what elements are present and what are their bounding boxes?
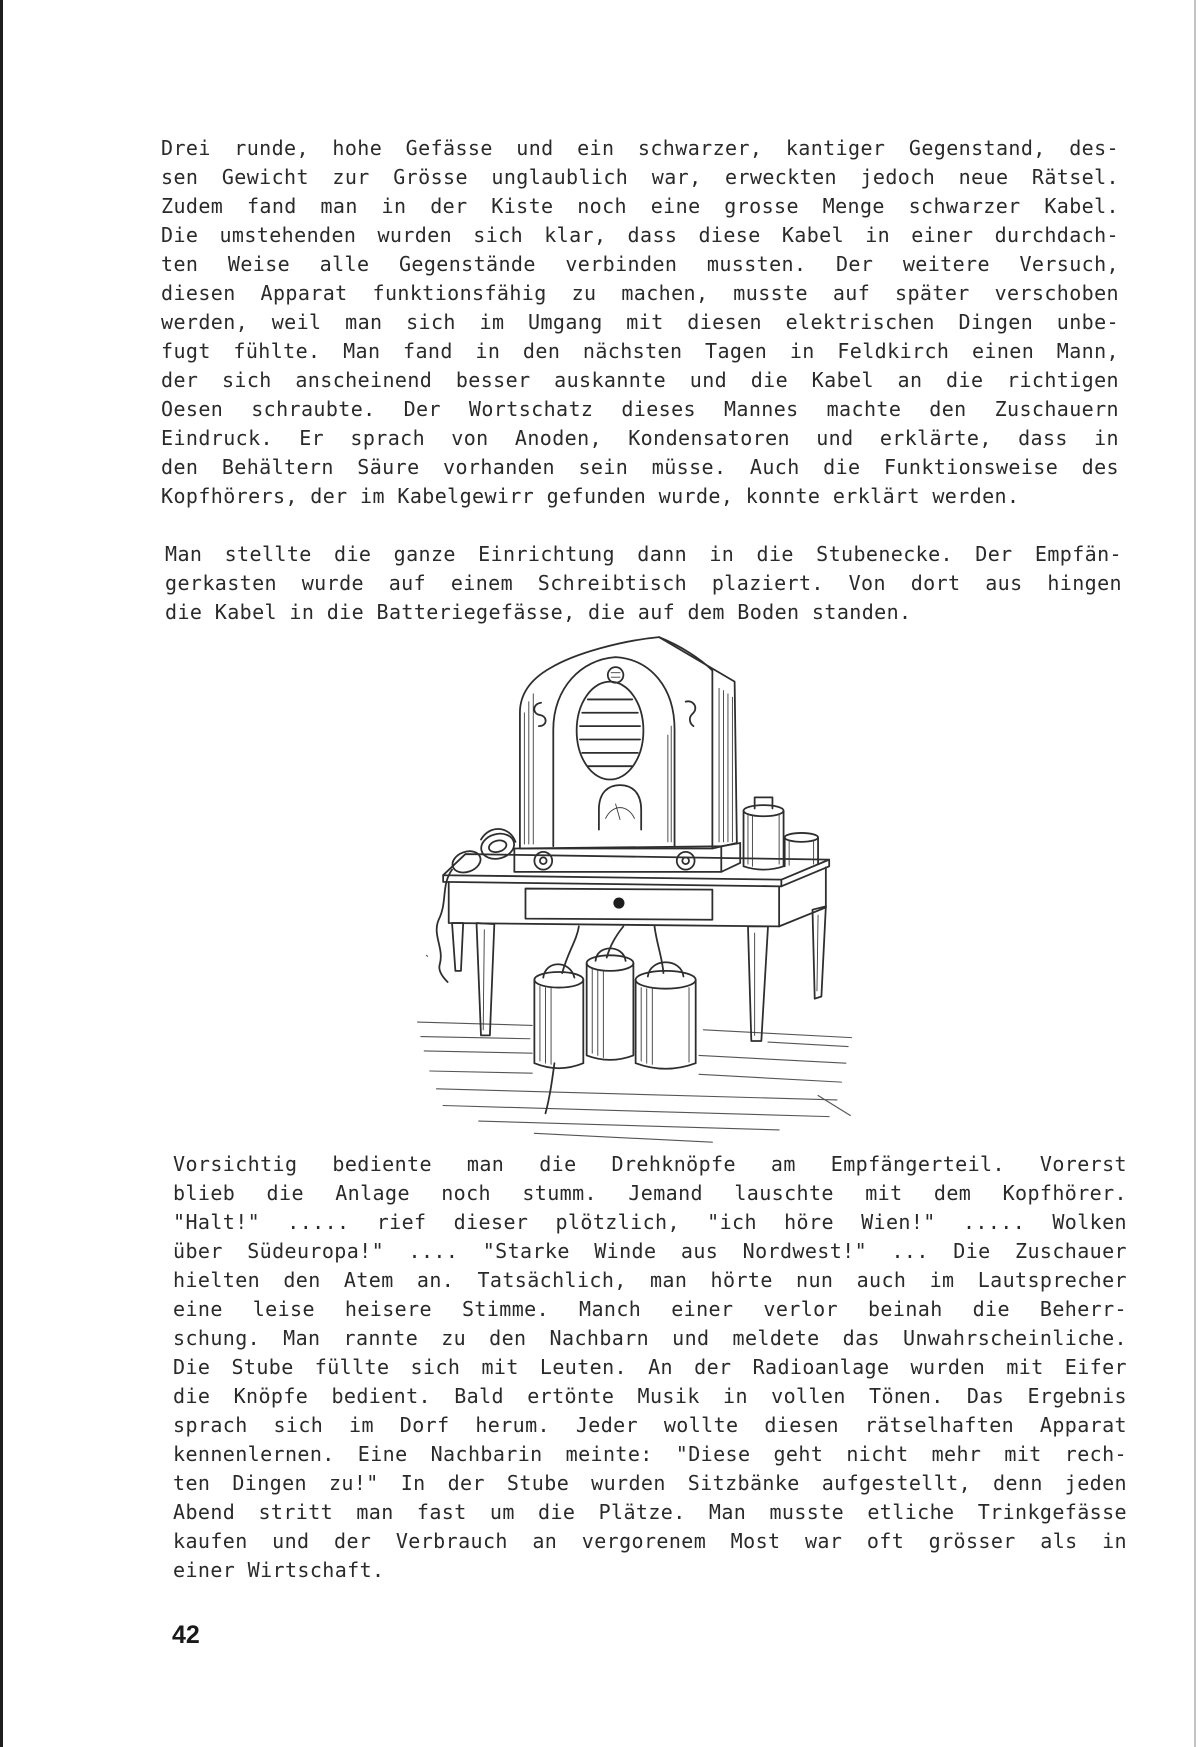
paragraph (173, 1150, 1127, 1585)
paragraph (165, 540, 1122, 627)
table-leg (813, 906, 826, 998)
text-line: einer Wirtschaft. (173, 1558, 385, 1582)
speaker-grille (577, 682, 644, 780)
floor-lines (418, 955, 852, 1142)
page-number: 42 (172, 1621, 200, 1649)
table-leg (477, 923, 495, 1035)
text-line: die Kabel in die Batteriegefässe, die auf dem Boden standen. (165, 600, 912, 624)
text-line: diesen Apparat funktionsfähig zu machen, musste auf später verschoben (161, 281, 1119, 305)
text-line: Oesen schraubte. Der Wortschatz dieses Mannes machte den Zuschauern (161, 397, 1119, 421)
table-leg (748, 926, 768, 1041)
text-line: kennenlernen. Eine Nachbarin meinte: "Diese geht nicht mehr mit rech- (173, 1442, 1127, 1466)
text-line: "Halt!" ..... rief dieser plötzlich, "ich höre Wien!" ..... Wolken (173, 1210, 1127, 1234)
ornament-scroll (534, 703, 545, 726)
scan-edge-right (1194, 0, 1196, 1747)
text-line: sen Gewicht zur Grösse unglaublich war, erweckten jedoch neue Rätsel. (161, 165, 1119, 189)
text-line: schung. Man rannte zu den Nachbarn und meldete das Unwahrscheinliche. (173, 1326, 1127, 1350)
text-line: fugt fühlte. Man fand in den nächsten Tagen in Feldkirch einen Mann, (161, 339, 1119, 363)
text-line: Eindruck. Er sprach von Anoden, Kondensatoren und erklärte, dass in (161, 426, 1119, 450)
text-line: der sich anscheinend besser auskannte und die Kabel an die richtigen (161, 368, 1119, 392)
text-line: ten Weise alle Gegenstände verbinden mussten. Der weitere Versuch, (161, 252, 1119, 276)
text-line: blieb die Anlage noch stumm. Jemand lauschte mit dem Kopfhörer. (173, 1181, 1127, 1205)
text-line: Vorsichtig bediente man die Drehknöpfe am Empfängerteil. Vorerst (173, 1152, 1127, 1176)
text-line: gerkasten wurde auf einem Schreibtisch plaziert. Von dort aus hingen (165, 571, 1122, 595)
text-line: die Knöpfe bedient. Bald ertönte Musik in vollen Tönen. Das Ergebnis (173, 1384, 1127, 1408)
radio (514, 637, 740, 872)
text-line: Drei runde, hohe Gefässe und ein schwarzer, kantiger Gegenstand, des- (161, 136, 1119, 160)
text-line: werden, weil man sich im Umgang mit diesen elektrischen Dingen unbe- (161, 310, 1119, 334)
paragraph (161, 134, 1119, 511)
text-line: ten Dingen zu!" In der Stube wurden Sitzbänke aufgestellt, denn jeden (173, 1471, 1127, 1495)
battery-jars-floor (534, 926, 695, 1113)
radio-logo (608, 667, 624, 683)
text-line: Die Stube füllte sich mit Leuten. An der Radioanlage wurden mit Eifer (173, 1355, 1127, 1379)
text-line: sprach sich im Dorf herum. Jeder wollte diesen rätselhaften Apparat (173, 1413, 1127, 1437)
text-line: Man stellte die ganze Einrichtung dann in die Stubenecke. Der Empfän- (165, 542, 1122, 566)
ornament-scroll (686, 701, 696, 726)
text-line: Die umstehenden wurden sich klar, dass diese Kabel in einer durchdach- (161, 223, 1119, 247)
text-line: hielten den Atem an. Tatsächlich, man hörte nun auch im Lautsprecher (173, 1268, 1127, 1292)
radio-illustration (412, 629, 857, 1147)
text-line: Kopfhörers, der im Kabelgewirr gefunden wurde, konnte erklärt werden. (161, 484, 1020, 508)
table-leg (452, 923, 463, 971)
text-line: über Südeuropa!" .... "Starke Winde aus Nordwest!" ... Die Zuschauer (173, 1239, 1127, 1263)
drawer-knob (613, 897, 624, 908)
text-line: Zudem fand man in der Kiste noch eine grosse Menge schwarzer Kabel. (161, 194, 1119, 218)
radio-knob (677, 852, 695, 870)
text-line: kaufen und der Verbrauch an vergorenem Most war oft grösser als in (173, 1529, 1127, 1553)
text-line: eine leise heisere Stimme. Manch einer verlor beinah die Beherr- (173, 1297, 1127, 1321)
text-line: den Behältern Säure vorhanden sein müsse. Auch die Funktionsweise des (161, 455, 1119, 479)
scan-edge-left (0, 0, 3, 1747)
text-line: Abend stritt man fast um die Plätze. Man musste etliche Trinkgefässe (173, 1500, 1127, 1524)
